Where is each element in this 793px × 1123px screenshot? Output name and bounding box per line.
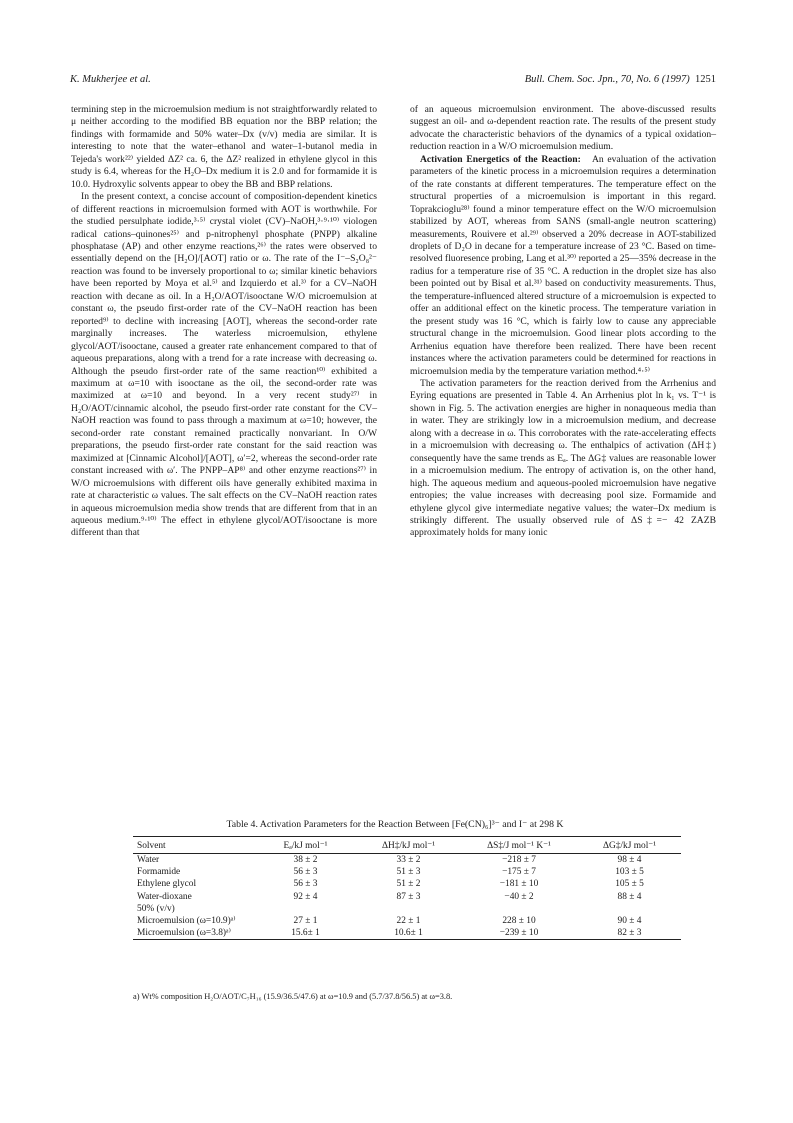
activation-parameters-table — [133, 836, 681, 940]
table-row — [133, 903, 681, 915]
table-row — [133, 866, 681, 878]
cell-solvent: Ethylene glycol — [137, 879, 197, 890]
cell-ea: 15.6± 1 — [291, 928, 320, 939]
running-header — [70, 74, 716, 88]
cell-dg — [578, 903, 681, 915]
cell-dg: 98 ± 4 — [617, 855, 642, 865]
header-authors: K. Mukherjee et al. — [70, 74, 151, 85]
cell-dh: 22 ± 1 — [396, 916, 421, 927]
cell-dg: 105 ± 5 — [615, 879, 644, 890]
cell-dh — [357, 903, 460, 915]
cell-dg: 88 ± 4 — [617, 891, 642, 902]
header-page-number: 1251 — [695, 74, 716, 85]
table-row — [133, 854, 681, 867]
cell-ea: 92 ± 4 — [293, 891, 318, 902]
header-dg: ΔG‡/kJ mol⁻¹ — [602, 841, 657, 851]
cell-ds: 228 ± 10 — [502, 916, 536, 927]
section-heading-activation: Activation Energetics of the Reaction: — [420, 153, 581, 165]
cell-ds: −175 ± 7 — [502, 867, 536, 878]
cell-ds: −181 ± 10 — [499, 879, 539, 890]
table-caption: Table 4. Activation Parameters for the Reaction Between [Fe(CN)₆]³⁻ and I⁻ at 298 K — [226, 819, 564, 830]
table-row — [133, 878, 681, 890]
right-column — [410, 104, 716, 540]
header-solvent: Solvent — [137, 840, 166, 851]
cell-solvent: Water — [137, 855, 160, 865]
cell-ds: −218 ± 7 — [502, 855, 536, 865]
cell-dg: 90 ± 4 — [617, 916, 642, 927]
header-journal-page — [525, 74, 716, 85]
cell-solvent: Microemulsion (ω=10.9)ᵃ⁾ — [137, 916, 236, 927]
cell-ds: −40 ± 2 — [504, 891, 534, 902]
cell-dh: 51 ± 3 — [396, 867, 421, 878]
cell-dh: 51 ± 2 — [396, 879, 421, 890]
table-row — [133, 927, 681, 940]
cell-solvent: Formamide — [137, 867, 181, 878]
cell-ds — [460, 903, 578, 915]
cell-solvent: Water-dioxane — [137, 891, 192, 902]
cell-solvent: Microemulsion (ω=3.8)ᵃ⁾ — [137, 928, 231, 939]
activation-text: An evaluation of the activation parameters of the kinetic process in a microemulsion requires a determination of the rate constants at different temperatures. The temperature effect on the structural properties of a microemulsion is important in this regard. Toprakcioglu²⁸⁾ found a minor temperature effect on the W/O microemulsion stabilized by AOT, whereas from SANS (small-angle neutron scattering) measurements, Rouivere et al.²⁹⁾ observed a 20% decrease in AOT-stabilized droplets of D₂O in decane for a temperature increase of 23 °C. Based on time-resolved fluoresence probing, Lang et al.³⁰⁾ reported a 25—35% decrease in the radius for a temperature rise of 35 °C. A reduction in the droplet size has also been pointed out by Bisal et al.³¹⁾ based on conductivity measurements. Thus, the temperature-influenced altered structure of a microemulsion is expected to offer an additional effect on the kinetic process. The temperature variation in the present study was 16 °C, which is fairly low to cause any appreciable structural change in the microemulsion. Good linear plots according to the Arrhenius equation have therefore been realized. There have been recent instances where the activation parameters could be determined for reactions in microemulsion media by the temperature variation method.⁴·⁵⁾ — [410, 153, 716, 377]
cell-solvent: 50% (v/v) — [137, 903, 175, 914]
right-paragraph-2 — [410, 154, 716, 378]
left-paragraph-2: In the present context, a concise account of composition-dependent kinetics of different reactions in microemulsion formed with AOT is worthwhile. For the studied persulphate iodide,³·⁵⁾ crystal violet (CV)–NaOH,³·⁹·¹⁰⁾ viologen radical cations–quinones²⁵⁾ and p-nitrophenyl phosphate (PNPP) alkaline phosphatase (AP) and other enzyme reactions,²⁶⁾ the rates were observed to essentially depend on the [H₂O]/[AOT] ratio or ω. The rate of the I⁻–S₂O₈²⁻ reaction was found to be inversely proportional to ω; similar kinetic behaviors have been reported by Moya et al.⁵⁾ and Izquierdo et al.³⁾ for a CV–NaOH reaction with decane as oil. In a H₂O/AOT/isooctane W/O microemulsion at constant ω, the pseudo first-order rate of the CV–NaOH reaction has been reported⁹⁾ to decline with increasing [AOT], whereas the second-order rate marginally increases. The waterless microemulsion, ethylene glycol/AOT/isooctane, caused a greater rate enhancement compared to that of aqueous preparations, along with a trend for a rate increase with decreasing ω. Although the pseudo first-order rate of the same reaction¹⁰⁾ exhibited a maximum at ω=10 with isooctane as the oil, the second-order rate was maximized at ω=10 and beyond. In a very recent study²⁷⁾ in H₂O/AOT/cinnamic alcohol, the pseudo first-order rate constant for the CV–NaOH reaction was found to pass through a maximum at ω=10; however, the second-order rate constant remained practically nonvariant. In O/W preparations, the pseudo first-order rate constant for the said reaction was maximized at [Cinnamic Alcohol]/[AOT], ω′=2, whereas the second-order rate constant increased with ω′. The PNPP–AP⁸⁾ and other enzyme reactions²⁷⁾ in W/O microemulsions with different oils have generally exhibited maxima in rate at characteristic ω values. The salt effects on the CV–NaOH reaction rates in aqueous microemulsion media show trends that are different from that in an aqueous medium.⁹·¹⁰⁾ The effect in ethylene glycol/AOT/isooctane is more different than that — [71, 191, 377, 539]
cell-ea: 56 ± 3 — [293, 867, 318, 878]
table-row — [133, 891, 681, 903]
table-footnote: a) Wt% composition H₂O/AOT/C₇H₁₆ (15.9/36.5/47.6) at ω=10.9 and (5.7/37.8/56.5) at ω=3.8. — [133, 992, 453, 1001]
cell-ea: 56 ± 3 — [293, 879, 318, 890]
cell-dh: 10.6± 1 — [394, 928, 423, 939]
cell-dg: 103 ± 5 — [615, 867, 644, 878]
left-column — [71, 104, 377, 540]
header-dh: ΔH‡/kJ mol⁻¹ — [381, 841, 436, 851]
table-header-row — [133, 837, 681, 854]
cell-dg: 82 ± 3 — [617, 928, 642, 939]
header-ea: Eₐ/kJ mol⁻¹ — [283, 841, 328, 851]
cell-ea: 27 ± 1 — [293, 916, 318, 927]
left-paragraph-1: termining step in the microemulsion medium is not straightforwardly related to μ neither according to the modified BB equation nor the BBP relation; the findings with formamide and 50% water–Dx (v/v) media are similar. It is interesting to note that the water–ethanol and water–1-butanol media in Tejeda's work²²⁾ yielded ΔZ² ca. 6, the ΔZ² realized in ethylene glycol in this study is 6.4, whereas for the H₂O–Dx medium it is 2.0 and for formamide it is 10.0. Hydroxylic solvents appear to obey the BB and BBP relations. — [71, 104, 377, 190]
cell-ds: −239 ± 10 — [499, 928, 539, 939]
cell-ea: 38 ± 2 — [293, 855, 318, 865]
cell-dh: 87 ± 3 — [396, 891, 421, 902]
right-paragraph-3: The activation parameters for the reaction derived from the Arrhenius and Eyring equations are presented in Table 4. An Arrhenius plot ln k₁ vs. T⁻¹ is shown in Fig. 5. The activation energies are higher in nonaqueous media than in water. They are strikingly low in a microemulsion medium, and decrease along with a decrease in ω. This corroborates with the rate-accelerating effects in a microemulsion with decreasing ω. The enthalpics of activation (ΔH‡) consequently have the same trends as Eₐ. The ΔG‡ values are reasonable lower in a microemulsion medium. The entropy of activation is, on the other hand, high. The aqueous medium and aqueous-pooled microemulsion have negative entropies; the value increases with decreasing pool size. Formamide and ethylene glycol give intermediate negative values; the water–Dx medium is strikingly different. The usually observed rule of ΔS‡=− 42 ZAZB approximately holds for many ionic — [410, 377, 716, 539]
right-paragraph-1: of an aqueous microemulsion environment. The above-discussed results suggest an oil- and ω-dependent reaction rate. The results of the present study advocate the characteristic behaviors of the dynamics of a typical oxidation–reduction reaction in a W/O microemulsion medium. — [410, 104, 716, 153]
header-ds: ΔS‡/J mol⁻¹ K⁻¹ — [487, 841, 551, 851]
table-row — [133, 915, 681, 927]
cell-dh: 33 ± 2 — [396, 855, 421, 865]
cell-ea — [254, 903, 357, 915]
header-journal: Bull. Chem. Soc. Jpn., 70, No. 6 (1997) — [524, 74, 690, 85]
